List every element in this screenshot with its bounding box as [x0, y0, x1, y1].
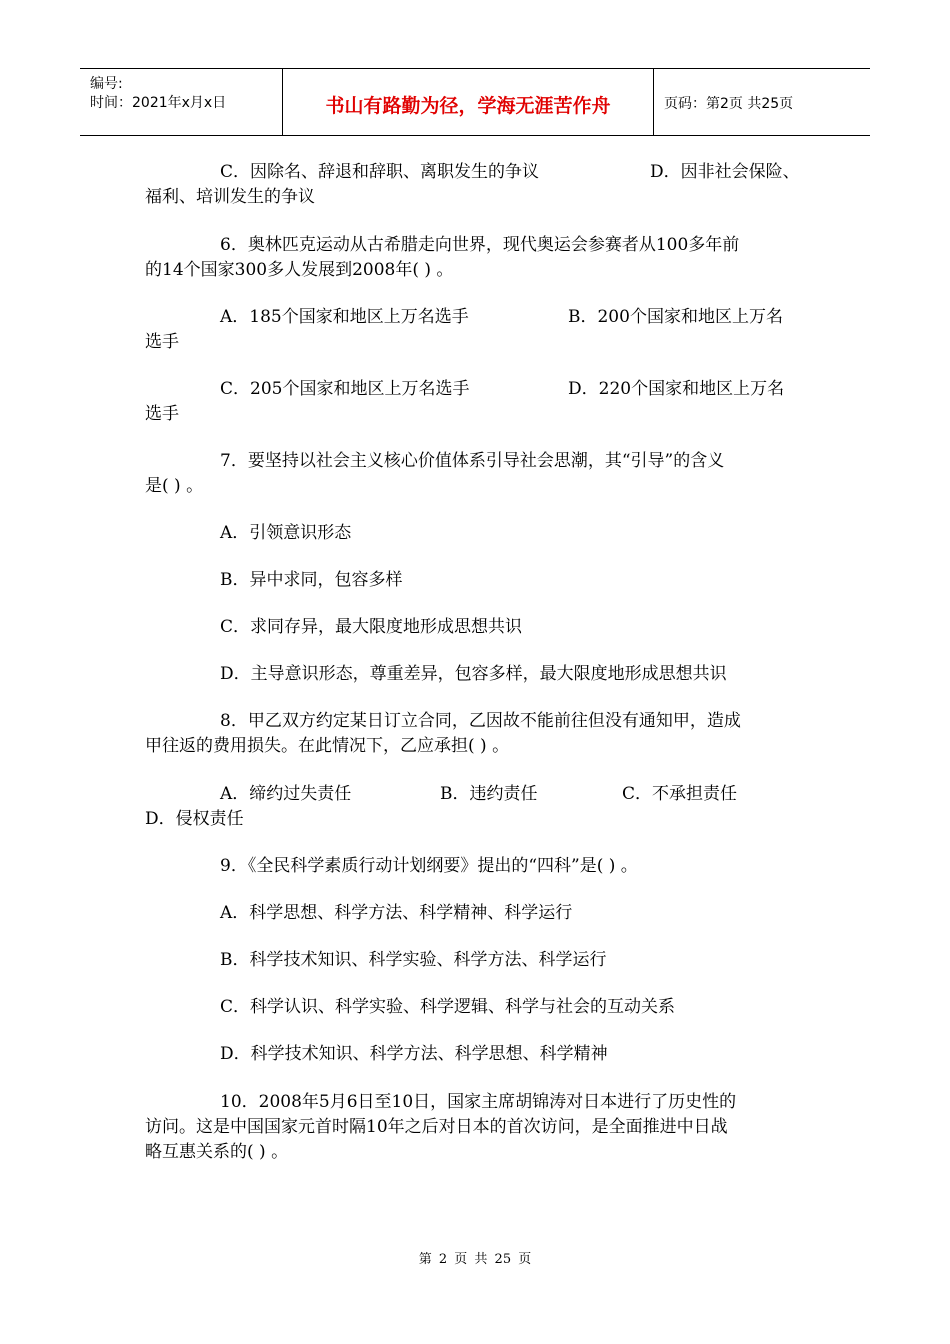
q8-option-c: C．不承担责任: [622, 784, 738, 804]
q7-stem-line2: 是( ) 。: [145, 476, 204, 496]
q6-option-d-wrap: 选手: [145, 404, 179, 424]
q10-stem-line2: 访问。这是中国国家元首时隔10年之后对日本的首次访问，是全面推进中日战: [145, 1117, 728, 1137]
q5-option-d: D．因非社会保险、: [650, 162, 800, 182]
q6-option-b-wrap: 选手: [145, 332, 179, 352]
q7-option-d: D．主导意识形态，尊重差异，包容多样，最大限度地形成思想共识: [220, 664, 727, 684]
header-motto: 书山有路勤为径，学海无涯苦作舟: [325, 95, 611, 117]
q7-option-c: C．求同存异，最大限度地形成思想共识: [220, 617, 523, 637]
q8-option-a: A．缔约过失责任: [220, 784, 352, 804]
q8-stem-line1: 8．甲乙双方约定某日订立合同，乙因故不能前往但没有通知甲，造成: [220, 711, 741, 731]
document-date-label: 时间：2021年x月x日: [90, 95, 227, 111]
q6-option-d: D．220个国家和地区上万名: [568, 379, 785, 399]
q9-option-a: A．科学思想、科学方法、科学精神、科学运行: [220, 903, 573, 923]
q9-option-d: D．科学技术知识、科学方法、科学思想、科学精神: [220, 1044, 608, 1064]
q9-option-c: C．科学认识、科学实验、科学逻辑、科学与社会的互动关系: [220, 997, 676, 1017]
page-header: [80, 68, 870, 136]
page-footer: 第 2 页 共 25 页: [418, 1252, 532, 1267]
q9-option-b: B．科学技术知识、科学实验、科学方法、科学运行: [220, 950, 607, 970]
q9-stem: 9．《全民科学素质行动计划纲要》提出的“四科”是( ) 。: [220, 856, 638, 876]
q8-option-b: B．违约责任: [440, 784, 538, 804]
q5-option-d-wrap: 福利、培训发生的争议: [145, 187, 315, 207]
document-number-label: 编号:: [90, 76, 123, 92]
q5-option-c: C．因除名、辞退和辞职、离职发生的争议: [220, 162, 540, 182]
q6-option-c: C．205个国家和地区上万名选手: [220, 379, 470, 399]
q6-option-b: B．200个国家和地区上万名: [568, 307, 783, 327]
q6-stem-line1: 6．奥林匹克运动从古希腊走向世界，现代奥运会参赛者从100多年前: [220, 235, 740, 255]
q7-option-b: B．异中求同，包容多样: [220, 570, 403, 590]
q6-stem-line2: 的14个国家300多人发展到2008年( ) 。: [145, 260, 454, 280]
header-motto-cell: [282, 69, 654, 135]
q8-option-d: D．侵权责任: [145, 809, 244, 829]
q6-option-a: A．185个国家和地区上万名选手: [220, 307, 469, 327]
q7-stem-line1: 7．要坚持以社会主义核心价值体系引导社会思潮，其“引导”的含义: [220, 451, 725, 471]
q7-option-a: A．引领意识形态: [220, 523, 352, 543]
header-page-cell: [654, 69, 870, 135]
q10-stem-line1: 10．2008年5月6日至10日，国家主席胡锦涛对日本进行了历史性的: [220, 1092, 737, 1112]
header-page-info: 页码：第2页 共25页: [664, 96, 794, 112]
header-meta-cell: [80, 69, 282, 135]
q8-stem-line2: 甲往返的费用损失。在此情况下，乙应承担( ) 。: [145, 736, 510, 756]
q10-stem-line3: 略互惠关系的( ) 。: [145, 1142, 289, 1162]
